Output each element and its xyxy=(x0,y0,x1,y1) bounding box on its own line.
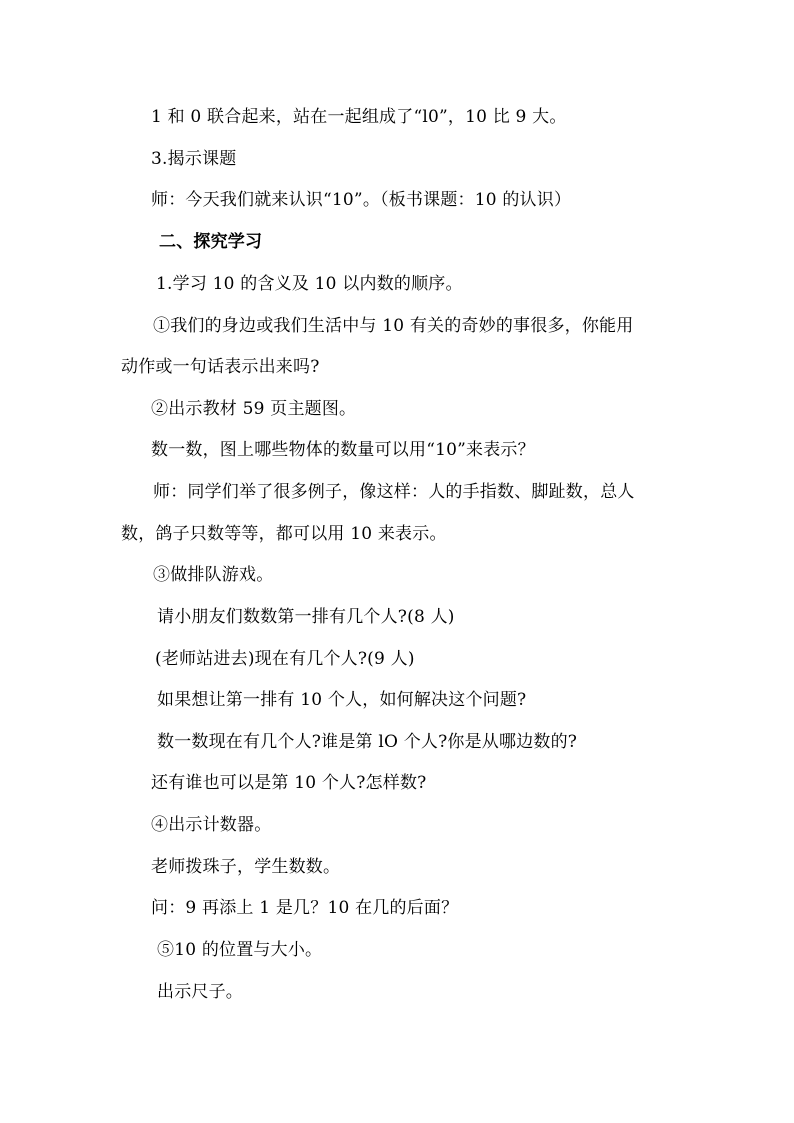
text-line: 数一数现在有几个人?谁是第 lO 个人?你是从哪边数的? xyxy=(157,732,578,752)
text-line: ①我们的身边或我们生活中与 10 有关的奇妙的事很多，你能用 xyxy=(153,316,634,336)
text-line: 数，鸽子只数等等，都可以用 10 来表示。 xyxy=(121,524,447,544)
section-heading: 二、探究学习 xyxy=(159,232,263,252)
text-line: 动作或一句话表示出来吗? xyxy=(121,357,320,377)
text-line: ⑤10 的位置与大小。 xyxy=(157,940,323,960)
text-line: 如果想让第一排有 10 个人，如何解决这个问题? xyxy=(157,690,527,710)
text-line: ③做排队游戏。 xyxy=(153,565,274,585)
text-line: 师：同学们举了很多例子，像这样：人的手指数、脚趾数，总人 xyxy=(153,482,635,502)
text-line: 3.揭示课题 xyxy=(151,149,237,169)
text-line: ④出示计数器。 xyxy=(151,815,272,835)
text-line: 还有谁也可以是第 10 个人?怎样数? xyxy=(151,773,427,793)
text-line: 请小朋友们数数第一排有几个人?(8 人) xyxy=(157,607,455,627)
text-line: 1.学习 10 的含义及 10 以内数的顺序。 xyxy=(156,274,463,294)
text-line: 师：今天我们就来认识“10”。（板书课题：10 的认识） xyxy=(151,190,572,210)
text-line: ②出示教材 59 页主题图。 xyxy=(151,399,357,419)
text-line: 1 和 0 联合起来，站在一起组成了“l0”，10 比 9 大。 xyxy=(151,107,567,127)
text-line: 出示尺子。 xyxy=(157,982,243,1002)
text-line: 老师拨珠子，学生数数。 xyxy=(151,857,341,877)
text-line: 问：9 再添上 1 是几？10 在几的后面？ xyxy=(151,898,459,918)
text-line: (老师站进去)现在有几个人?(9 人) xyxy=(155,649,415,669)
text-line: 数一数，图上哪些物体的数量可以用“10”来表示？ xyxy=(151,440,535,460)
